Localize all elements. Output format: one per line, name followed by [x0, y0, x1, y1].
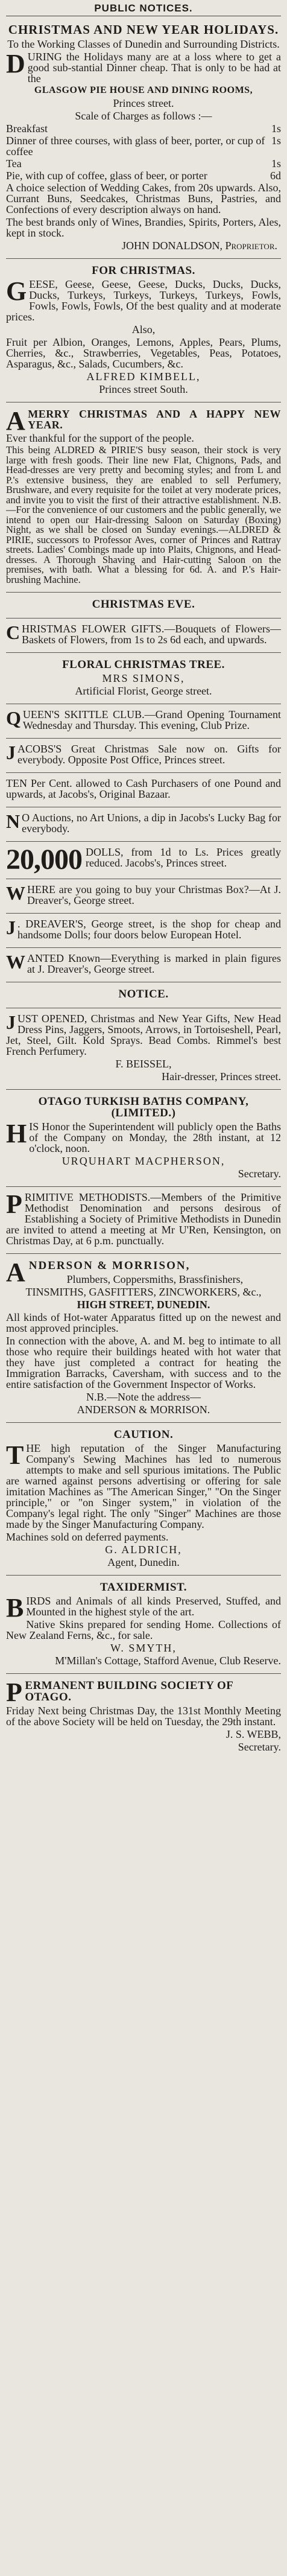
advert-singer-caution: [6, 1423, 281, 1576]
advert-body: [6, 884, 281, 906]
advert-anderson-morrison: [6, 1254, 281, 1423]
advert-body: [6, 1593, 281, 1623]
advert-dreaver-christmas-box: [6, 879, 281, 914]
advert-title: NOTICE.: [118, 988, 169, 1000]
drop-cap: H: [6, 1119, 27, 1148]
drop-cap: A: [6, 406, 26, 436]
advert-title: FOR CHRISTMAS.: [92, 264, 195, 277]
advert-body-text: RIMITIVE METHODISTS.—Members of the Primitive Methodist Denomination and persons desirous of Establishing a Society of Primitive Methodists in Dunedin are invited to attend a meeting at Mr U'Ren, Kensington, on Christmas Day, at 6 p.m. punctually.: [6, 1191, 281, 1247]
price-value: 1s: [271, 135, 281, 147]
advert-signature-title: Secretary.: [238, 1741, 281, 1753]
drop-cap: B: [6, 1593, 24, 1623]
advert-line: Plumbers, Coppersmiths, Brassfinishers,: [66, 1273, 244, 1285]
advert-signature: J. S. WEBB,: [226, 1728, 281, 1740]
advert-signature: W. SMYTH,: [110, 1642, 177, 1654]
advert-building-society: [6, 1674, 281, 1760]
advert-intro: To the Working Classes of Dunedin and Surrounding Districts.: [7, 38, 280, 50]
drop-cap: J: [6, 742, 16, 763]
price-row: [6, 158, 281, 169]
advert-nb: N.B.—Note the address—: [86, 1391, 201, 1403]
business-name: GLASGOW PIE HOUSE AND DINING ROOMS,: [34, 85, 253, 95]
advert-signature: F. BEISSEL,: [115, 1058, 172, 1070]
advert-title: CHRISTMAS EVE.: [92, 598, 195, 611]
advert-signature: URQUHART MACPHERSON,: [62, 1155, 226, 1167]
advert-signature-address: Hair-dresser, Princes street.: [162, 1070, 281, 1083]
advert-head-text: MERRY CHRISTMAS AND A HAPPY NEW YEAR.: [28, 408, 281, 431]
advert-notice: [6, 982, 281, 1008]
advert-body: [6, 1189, 281, 1247]
advert-body-text: URING the Holidays many are at a loss where to get a good sub-stantial Dinner cheap. That is only to be had at the: [27, 51, 281, 84]
advert-body-text: IS Honor the Superintendent will publicly open the Baths of the Company on Monday, the 28th instant, at 12 o'clock, noon.: [29, 1121, 281, 1154]
drop-cap: W: [6, 951, 25, 973]
advert-title: TAXIDERMIST.: [99, 1581, 188, 1594]
price-label: Breakfast: [6, 122, 48, 135]
advert-dreaver-dolls: [6, 914, 281, 948]
advert-signature-address: Princes street South.: [99, 383, 188, 395]
advert-body: Machines sold on deferred payments.: [6, 1531, 169, 1543]
advert-line: HIGH STREET, DUNEDIN.: [77, 1299, 210, 1311]
advert-body: Native Skins prepared for sending Home. Collections of New Zealand Ferns, &c., for sale.: [6, 1618, 281, 1641]
advert-body: In connection with the above, A. and M. beg to intimate to all those who require their buildings heated with hot water that they have just completed a contract for heating the Immigration Barracks, Caversham, with success and to the entire satisfaction of the Government Inspector of Works.: [6, 1335, 281, 1390]
advert-jacobs-sale: [6, 739, 281, 773]
advert-big-number: 20,000: [6, 844, 82, 876]
price-label: Tea: [6, 157, 22, 170]
drop-cap: Q: [6, 707, 21, 729]
advert-jacobs-lucky-bag: [6, 807, 281, 842]
advert-body: [6, 623, 281, 645]
price-scale-title: Scale of Charges as follows :—: [75, 110, 212, 122]
advert-kimbell: [6, 259, 281, 402]
advert-line: TINSMITHS, GASFITTERS, ZINCWORKERS, &c.,: [25, 1286, 262, 1298]
advert-body-text: HE high reputation of the Singer Manufacturing Company's Sewing Machines has led to numerous attempts to make and sell spurious imitations. The Public are warned against persons advertising or offering for sale imitation Machines as "The American Singer," "On the Singer principle," or "on Singer system," in violation of the Company's legal right. The only "Singer" Machines are those made by the Singer Manufacturing Company.: [6, 1442, 281, 1530]
advert-body: Fruit per Albion, Oranges, Lemons, Apples, Pears, Plums, Cherries, &c., Strawberries, Vegetables, Peas, Potatoes, Asparagus, &c., Salads, Cucumbers, &c.: [6, 336, 281, 370]
advert-signature: ANDERSON & MORRISON.: [77, 1404, 210, 1416]
advert-glasgow-pie-house: [6, 16, 281, 259]
advert-floral-tree: [6, 653, 281, 704]
advert-body-text: ANTED Known—Everything is marked in plain figures at J. Dreaver's, George street.: [27, 952, 281, 975]
advert-signature-title: Agent, Dunedin.: [107, 1556, 180, 1568]
advert-head-text: ERMANENT BUILDING SOCIETY OF OTAGO.: [25, 1679, 233, 1703]
drop-cap: D: [6, 49, 25, 78]
price-value: 1s: [271, 122, 281, 135]
advert-signature-address: M'Millan's Cottage, Stafford Avenue, Club Reserve.: [55, 1655, 281, 1667]
drop-cap: G: [6, 276, 27, 306]
advert-signature: ALFRED KIMBELL,: [86, 370, 201, 383]
price-row: [6, 123, 281, 134]
advert-skittle-club: [6, 704, 281, 739]
advert-body: All kinds of Hot-water Apparatus fitted up on the newest and most approved principles.: [6, 1311, 281, 1334]
advert-signature: G. ALDRICH,: [105, 1544, 182, 1556]
advert-turkish-baths: [6, 1090, 281, 1187]
advert-taxidermist: [6, 1576, 281, 1674]
business-address: Princes street.: [113, 97, 174, 109]
drop-cap: C: [6, 622, 20, 643]
advert-body-text: . DREAVER'S, George street, is the shop for cheap and handsome Dolls; four doors below European Hotel.: [17, 918, 281, 941]
advert-flower-gifts: [6, 619, 281, 653]
advert-body-text: EESE, Geese, Geese, Geese, Ducks, Ducks, Ducks, Ducks, Turkeys, Turkeys, Turkeys, Turkeys, Fowls, Fowls, Fowls, Fowls, Of the best quality and at moderate prices.: [6, 278, 281, 323]
price-list: [6, 123, 281, 181]
advert-title: FLORAL CHRISTMAS TREE.: [62, 658, 225, 671]
advert-body-text: O Auctions, no Art Unions, a dip in Jacobs's Lucky Bag for everybody.: [22, 812, 281, 835]
drop-cap: A: [6, 1258, 27, 1287]
drop-cap: J: [6, 917, 16, 938]
advert-head: [6, 406, 281, 436]
advert-title: CHRISTMAS AND NEW YEAR HOLIDAYS.: [8, 22, 279, 37]
advert-body: This being ALDRED & PIRIE'S busy season, their stock is very large with fresh goods. Their line new Flat, Chignons, Pads, and Head-dresses are very pretty and becoming styles; and from L and P.'s extensive business, they are enabled to sell Perfumery, Brushware, and every requisite for the toilet at very moderate prices, and invite you to visit the first of their attractive establishment. N.B.—For the convenience of our customers and the public generally, we intend to open our Hair-dressing Saloon on Saturday (Boxing) Night, as we shall be closed on Sunday evenings.—ALDRED & PIRIE, successors to Professor Aves, corner of Princes and Rattray streets. Ladies' Combings made up into Plaits, Chignons, and Head-dresses. A Thorough Shaving and Hair-cutting Saloon on the premises, with bath. What a blessing for 6d. A. and P.'s Hair-brushing Machine.: [6, 444, 281, 585]
price-value: 6d: [270, 170, 281, 182]
advert-body: [6, 953, 281, 975]
advert-aldred-pirie: [6, 402, 281, 593]
drop-cap: N: [6, 810, 20, 832]
advert-body: [6, 743, 281, 765]
advert-body: DOLLS, from 1d to Ls. Prices greatly reduced. Jacobs's, Princes street.: [86, 846, 281, 869]
advert-name: MRS SIMONS,: [102, 672, 185, 684]
advert-signature: JOHN DONALDSON, Proprietor.: [121, 240, 277, 252]
price-value: 1s: [271, 157, 281, 170]
advert-line: Artificial Florist, George street.: [75, 685, 212, 697]
advert-body-text: UEEN'S SKITTLE CLUB.—Grand Opening Tournament Wednesday and Thursday. This evening, Club Prize.: [22, 708, 281, 731]
drop-cap: P: [6, 1189, 22, 1219]
advert-head-text: NDERSON & MORRISON,: [28, 1259, 191, 1272]
advert-body-text: HERE are you going to buy your Christmas Box?—At J. Dreaver's, George street.: [27, 883, 281, 906]
drop-cap: W: [6, 882, 25, 904]
drop-cap: T: [6, 1440, 24, 1470]
advert-jacobs-dolls: [6, 842, 281, 879]
price-row: [6, 170, 281, 181]
advert-dreaver-wanted: [6, 948, 281, 982]
advert-also: Also,: [131, 323, 156, 336]
advert-body: TEN Per Cent. allowed to Cash Purchasers of one Pound and upwards, at Jacobs's, Original Bazaar.: [6, 777, 281, 800]
advert-body-text: HRISTMAS FLOWER GIFTS.—Bouquets of Flowers—Baskets of Flowers, from 1s to 2s 6d each, and upwards.: [22, 623, 281, 646]
advert-body: Friday Next being Christmas Day, the 131st Monthly Meeting of the above Society will be held on Tuesday, the 29th instant.: [6, 1705, 281, 1728]
advert-body: [6, 812, 281, 834]
price-label: Dinner of three courses, with glass of beer, porter, or cup of coffee: [6, 135, 265, 157]
advert-body: [6, 276, 281, 323]
advert-body: [6, 918, 281, 940]
price-row: [6, 135, 281, 157]
section-header: PUBLIC NOTICES.: [6, 2, 281, 16]
drop-cap: J: [6, 1011, 16, 1033]
advert-body: [6, 1440, 281, 1530]
advert-beissel: [6, 1008, 281, 1090]
advert-body-text: UST OPENED, Christmas and New Year Gifts, New Head Dress Pins, Jaggers, Smoots, Arrows, in Tortoiseshell, Pearl, Jet, Steel, Gilt. Kold Sprays. Bead Combs. Rimmel's best French Perfumery.: [6, 1013, 281, 1057]
advert-lead: Ever thankful for the support of the people.: [6, 432, 194, 444]
advert-jacobs-discount: [6, 773, 281, 807]
advert-body: A choice selection of Wedding Cakes, from 20s upwards. Also, Currant Buns, Seedcakes, Christmas Buns, Pastries, and Confections of every description always on hand.: [6, 182, 281, 215]
drop-cap: P: [6, 1678, 23, 1707]
advert-body-text: ACOBS'S Great Christmas Sale now on. Gifts for everybody. Opposite Post Office, Princes street.: [17, 743, 281, 766]
advert-body: [6, 1013, 281, 1057]
advert-primitive-methodists: [6, 1187, 281, 1254]
advert-body-text: IRDS and Animals of all kinds Preserved, Stuffed, and Mounted in the highest style of the art.: [26, 1595, 281, 1618]
advert-body: [6, 709, 281, 731]
advert-christmas-eve: [6, 593, 281, 619]
advert-title: OTAGO TURKISH BATHS COMPANY, (LIMITED.): [38, 1095, 249, 1119]
advert-body: The best brands only of Wines, Brandies, Spirits, Porters, Ales, kept in stock.: [6, 216, 281, 239]
advert-signature-title: Secretary.: [238, 1168, 281, 1180]
price-label: Pie, with cup of coffee, glass of beer, or porter: [6, 170, 207, 182]
advert-body: [6, 51, 281, 84]
advert-title: CAUTION.: [113, 1428, 174, 1441]
advert-head: [6, 1678, 281, 1707]
advert-body: [6, 1121, 281, 1154]
